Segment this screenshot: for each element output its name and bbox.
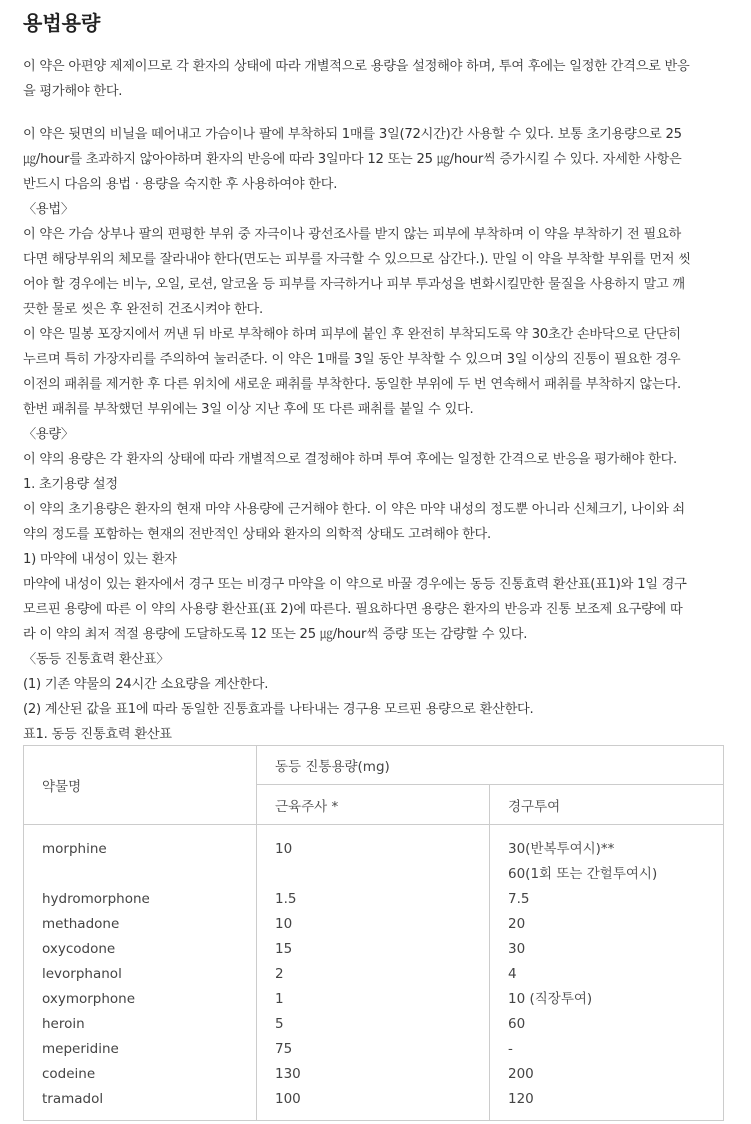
text-line: 이전의 패취를 제거한 후 다른 위치에 새로운 패취를 부착한다. 동일한 부위에 두 번 연속해서 패취를 부착하지 않는다. [23,377,681,392]
drug-name: heroin [42,1016,85,1032]
intro-paragraph [23,54,731,104]
section-heading-usage: 〈용법〉 [23,202,74,217]
text-line: 끗한 물로 씻은 후 완전히 건조시켜야 한다. [23,302,263,317]
text-line: 한번 패취를 부착했던 부위에는 3일 이상 지난 후에 또 다른 패취를 붙일 수 있다. [23,402,474,417]
oral-dose: 120 [508,1091,534,1107]
im-dose: 1 [275,991,284,1007]
drug-name-column [24,825,257,1121]
oral-dose: 30 [508,941,526,957]
oral-dose: 60(1회 또는 간헐투여시) [508,866,658,882]
text-line: 어야 할 경우에는 비누, 오일, 로션, 알코올 등 피부를 자극하거나 피부 투과성을 변화시킬만한 물질을 사용하지 말고 깨 [23,277,685,292]
drug-name: methadone [42,916,120,932]
text-line: 누르며 특히 가장자리를 주의하여 눌러준다. 이 약은 1매를 3일 동안 부착할 수 있으며 3일 이상의 진통이 필요한 경우 [23,352,681,367]
text-line: 반드시 다음의 용법 · 용량을 숙지한 후 사용하여야 한다. [23,177,338,192]
drug-name: tramadol [42,1091,104,1107]
im-dose: 75 [275,1041,293,1057]
header-drug-name: 약물명 [24,746,257,825]
table-body-row [24,825,724,1121]
oral-dose: - [508,1041,513,1057]
im-dose: 2 [275,966,284,982]
section-heading-conversion: 〈동등 진통효력 환산표〉 [23,652,170,667]
drug-name: hydromorphone [42,891,150,907]
oral-dose: 10 (직장투여) [508,991,593,1007]
im-dose: 10 [275,841,293,857]
oral-dose: 20 [508,916,526,932]
intramuscular-dose-column [257,825,490,1121]
subheading-initial-dose: 1. 초기용량 설정 [23,477,118,492]
text-line: 이 약의 용량은 각 환자의 상태에 따라 개별적으로 결정해야 하며 투여 후에는 일정한 간격으로 반응을 평가해야 한다. [23,452,677,467]
text-line: 모르핀 용량에 따른 이 약의 사용량 환산표(표 2)에 따른다. 필요하다면 용량은 환자의 반응과 진통 보조제 요구량에 따 [23,602,683,617]
im-dose: 1.5 [275,891,297,907]
header-oral: 경구투여 [490,785,724,825]
text-line: (2) 계산된 값을 표1에 따라 동일한 진통효과를 나타내는 경구용 모르핀 용량으로 환산한다. [23,702,534,717]
text-line: 이 약의 초기용량은 환자의 현재 마약 사용량에 근거해야 한다. 이 약은 마약 내성의 정도뿐 아니라 신체크기, 나이와 쇠 [23,502,685,517]
oral-dose-column [490,825,724,1121]
drug-name: codeine [42,1066,96,1082]
text-line: 이 약은 뒷면의 비닐을 떼어내고 가슴이나 팔에 부착하되 1매를 3일(72시간)간 사용할 수 있다. 보통 초기용량으로 25 [23,127,682,142]
oral-dose: 200 [508,1066,534,1082]
page-title: 용법용량 [23,11,101,35]
text-line: 이 약은 가슴 상부나 팔의 편평한 부위 중 자극이나 광선조사를 받지 않는 피부에 부착하며 이 약을 부착하기 전 필요하 [23,227,681,242]
drug-name: oxycodone [42,941,116,957]
im-dose: 10 [275,916,293,932]
header-equianalgesic-dose: 동등 진통용량(mg) [257,746,724,785]
oral-dose: 4 [508,966,517,982]
equianalgesic-table [23,745,724,1121]
spacer [42,862,256,887]
oral-dose: 7.5 [508,891,530,907]
table-caption: 표1. 동등 진통효력 환산표 [23,727,172,742]
text-line: 을 평가해야 한다. [23,84,123,99]
drug-name: meperidine [42,1041,119,1057]
text-line: ㎍/hour를 초과하지 않아야하며 환자의 반응에 따라 3일마다 12 또는 25 ㎍/hour씩 증가시킬 수 있다. 자세한 사항은 [23,152,682,167]
text-line: 다면 해당부위의 체모를 잘라내야 한다(면도는 피부를 자극할 수 있으므로 삼간다.). 만일 이 약을 부착할 부위를 먼저 씻 [23,252,691,267]
subheading-tolerant-patients: 1) 마약에 내성이 있는 환자 [23,552,177,567]
dosage-body [23,122,731,747]
im-dose: 5 [275,1016,284,1032]
drug-name: levorphanol [42,966,122,982]
table-header-row [24,746,724,785]
text-line: 라 이 약의 최저 적절 용량에 도달하도록 12 또는 25 ㎍/hour씩 증량 또는 감량할 수 있다. [23,627,528,642]
spacer [275,862,489,887]
oral-dose: 30(반복투여시)** [508,841,615,857]
im-dose: 130 [275,1066,301,1082]
text-line: 이 약은 밀봉 포장지에서 꺼낸 뒤 바로 부착해야 하며 피부에 붙인 후 완전히 부착되도록 약 30초간 손바닥으로 단단히 [23,327,681,342]
text-line: 마약에 내성이 있는 환자에서 경구 또는 비경구 마약을 이 약으로 바꿀 경우에는 동등 진통효력 환산표(표1)와 1일 경구 [23,577,687,592]
im-dose: 15 [275,941,293,957]
header-intramuscular: 근육주사 * [257,785,490,825]
drug-name: morphine [42,841,107,857]
section-heading-dosage: 〈용량〉 [23,427,74,442]
text-line: 약의 정도를 포함하는 현재의 전반적인 상태와 환자의 의학적 상태도 고려해야 한다. [23,527,491,542]
text-line: 이 약은 아편양 제제이므로 각 환자의 상태에 따라 개별적으로 용량을 설정해야 하며, 투여 후에는 일정한 간격으로 반응 [23,59,690,74]
text-line: (1) 기존 약물의 24시간 소요량을 계산한다. [23,677,269,692]
drug-name: oxymorphone [42,991,136,1007]
im-dose: 100 [275,1091,301,1107]
oral-dose: 60 [508,1016,526,1032]
